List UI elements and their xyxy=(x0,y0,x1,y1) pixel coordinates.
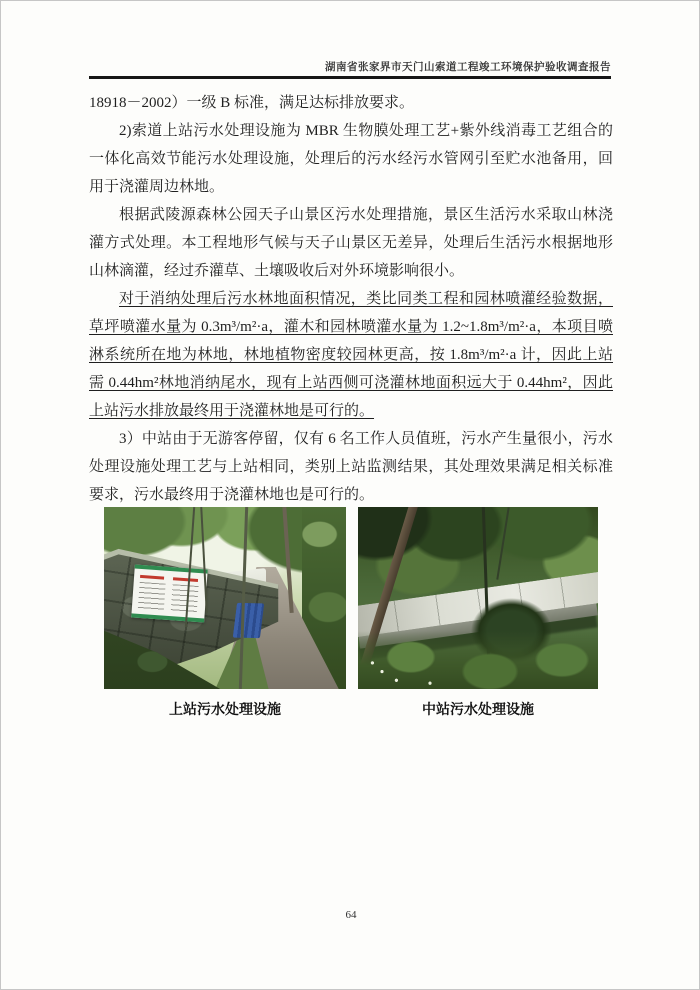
paragraph-standard-compliance: 18918－2002）一级 B 标准，满足达标排放要求。 xyxy=(89,95,415,111)
paragraph-upper-station-mbr: 2)索道上站污水处理设施为 MBR 生物膜处理工艺+紫外线消毒工艺组合的一体化高效节能污水处理设施，处理后的污水经污水管网引至贮水池备用，回用于浇灌周边林地。 xyxy=(89,123,613,195)
sign-red-heading xyxy=(173,578,198,583)
caption-middle-station: 中站污水处理设施 xyxy=(422,703,534,718)
page-number: 64 xyxy=(345,909,357,921)
sign-red-heading xyxy=(140,575,165,580)
information-sign-board xyxy=(131,565,207,623)
caption-upper-station: 上站污水处理设施 xyxy=(169,703,281,718)
photo-upper-station-facility xyxy=(104,507,346,689)
header-divider xyxy=(89,76,611,79)
photo-middle-station-facility xyxy=(358,507,598,689)
body-text-column xyxy=(89,89,613,509)
sign-text-column xyxy=(138,581,166,611)
sign-text-column xyxy=(171,584,199,614)
page-header-title: 湖南省张家界市天门山索道工程竣工环境保护验收调查报告 xyxy=(325,62,611,73)
blue-pallet xyxy=(232,603,263,638)
paragraph-middle-station: 3）中站由于无游客停留，仅有 6 名工作人员值班，污水产生量很小，污水处理设施处理工艺与上站相同，类别上站监测结果，其处理效果满足相关标准要求，污水最终用于浇灌林地也是可行的。 xyxy=(89,431,613,503)
paragraph-irrigation-area-underlined: 对于消纳处理后污水林地面积情况，类比同类工程和园林喷灌经验数据，草坪喷灌水量为 0.3m³/m²·a，灌木和园林喷灌水量为 1.2~1.8m³/m²·a，本项目喷淋系统所在地为林地，林地植物密度较园林更高，按 1.8m³/m²·a 计，因此上站需 0.44hm²林地消纳尾水，现有上站西侧可浇灌林地面积远大于 0.44hm²，因此上站污水排放最终用于浇灌林地是可行的。 xyxy=(89,291,613,419)
bottom-foliage-flowers xyxy=(358,631,598,689)
paragraph-tianzishan-measures: 根据武陵源森林公园天子山景区污水处理措施，景区生活污水采取山林浇灌方式处理。本工程地形气候与天子山景区无差异，处理后生活污水根据地形山林滴灌，经过乔灌草、土壤吸收后对外环境影响很小。 xyxy=(89,207,613,279)
